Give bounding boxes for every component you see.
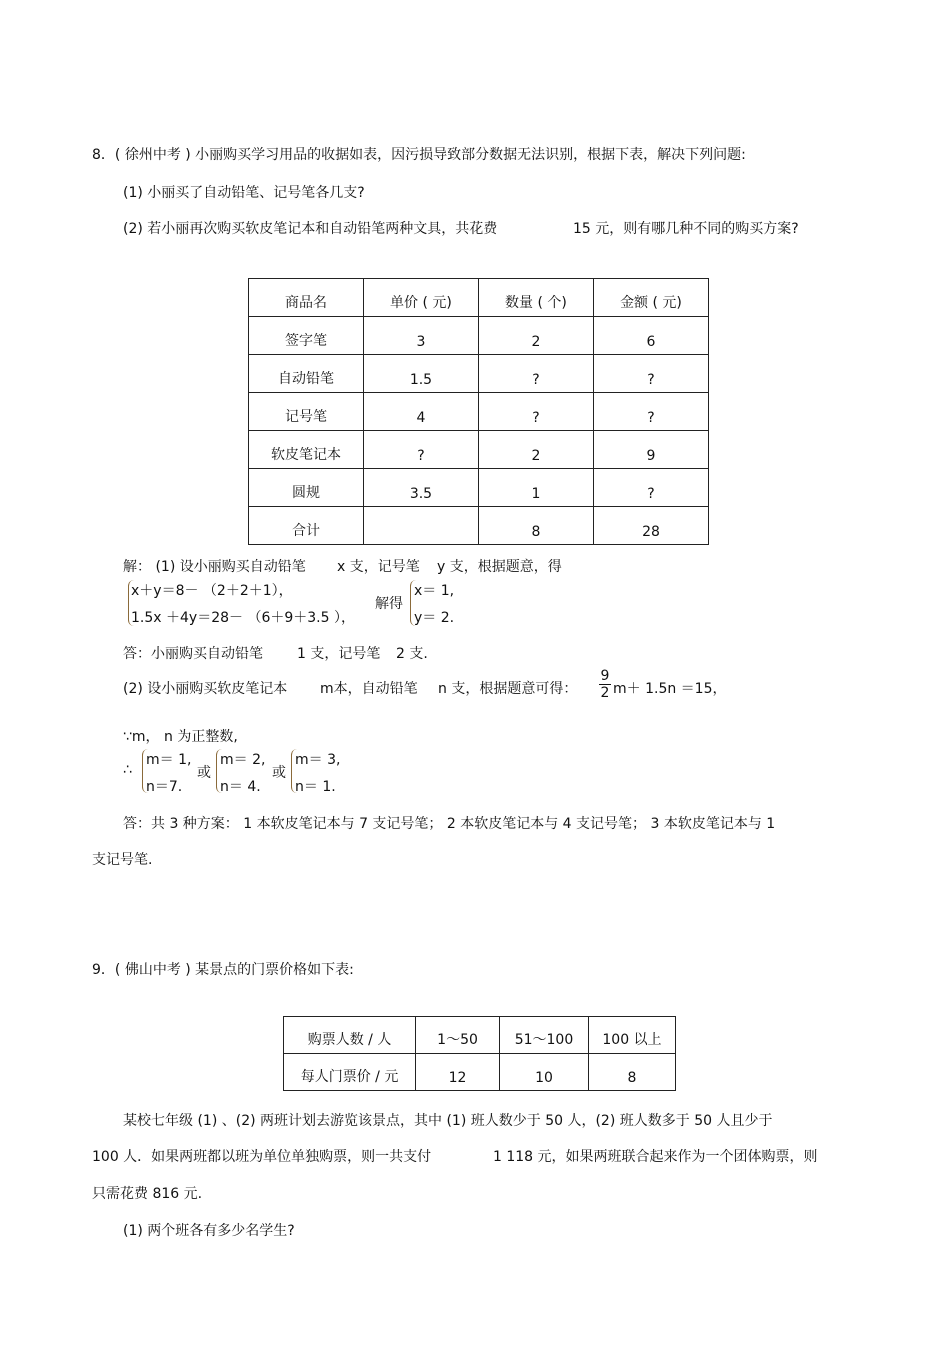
table-header-cell: 购票人数 / 人	[284, 1017, 416, 1054]
sol2-equation: m＋ 1.5n ＝15，	[613, 681, 727, 697]
sol1-intro-c: y 支，根据题意，得	[437, 559, 562, 575]
case3-m: m＝ 3,	[295, 752, 341, 768]
q9-para2-a: 100 人．如果两班都以班为单位单独购票，则一共支付	[92, 1149, 432, 1165]
table-cell: 12	[416, 1054, 500, 1091]
fraction-nine-halves	[599, 668, 611, 701]
because-line: ∵m， n 为正整数,	[123, 729, 238, 745]
table-row	[249, 393, 709, 431]
case3-n: n＝ 1.	[295, 779, 336, 795]
table-cell: 圆规	[249, 469, 364, 507]
result-y: y＝ 2.	[414, 610, 455, 626]
receipt-table-header	[249, 279, 709, 317]
table-row	[249, 431, 709, 469]
table-cell: 8	[588, 1054, 675, 1091]
ans2-line1: 答：共 3 种方案： 1 本软皮笔记本与 7 支记号笔； 2 本软皮笔记本与 4 支记号笔； 3 本软皮笔记本与 1	[123, 816, 776, 832]
table-header-cell: 金额 ( 元)	[593, 279, 708, 317]
table-cell: 3.5	[363, 469, 478, 507]
table-cell: 每人门票价 / 元	[284, 1054, 416, 1091]
table-cell: 1.5	[363, 355, 478, 393]
table-cell: 合计	[249, 507, 364, 545]
result-x: x＝ 1,	[414, 583, 455, 599]
table-cell: ?	[478, 393, 593, 431]
case2-m: m＝ 2,	[220, 752, 266, 768]
q9-para3: 只需花费 816 元.	[92, 1186, 203, 1202]
q9-para2-b: 1 118 元，如果两班联合起来作为一个团体购票，则	[493, 1149, 818, 1165]
table-row	[249, 355, 709, 393]
q8-sub1: (1) 小丽买了自动铅笔、记号笔各几支?	[123, 185, 365, 201]
table-cell: ?	[593, 393, 708, 431]
table-cell: 28	[593, 507, 708, 545]
receipt-table	[248, 278, 709, 545]
table-row	[249, 469, 709, 507]
or-1: 或	[197, 765, 211, 781]
q8-sub2-a: (2) 若小丽再次购买软皮笔记本和自动铅笔两种文具，共花费	[123, 221, 498, 237]
table-cell: 4	[363, 393, 478, 431]
equation-1: x＋y＝8－ （2＋2＋1），	[131, 583, 293, 599]
table-cell: ?	[363, 431, 478, 469]
table-cell: 软皮笔记本	[249, 431, 364, 469]
sol1-intro-b: x 支，记号笔	[337, 559, 420, 575]
table-row	[249, 507, 709, 545]
fraction-denominator: 2	[600, 685, 610, 701]
sol2-c: n 支，根据题意可得：	[438, 681, 578, 697]
ans2-line2: 支记号笔.	[92, 852, 153, 868]
q8-title: 8．( 徐州中考 ) 小丽购买学习用品的收据如表，因污损导致部分数据无法识别，根据下表，解决下列问题:	[92, 147, 746, 163]
table-cell: 8	[478, 507, 593, 545]
q8-sub2-b: 15 元，则有哪几种不同的购买方案?	[573, 221, 799, 237]
or-2: 或	[272, 765, 286, 781]
table-cell: 6	[593, 317, 708, 355]
ans1-a: 答：小丽购买自动铅笔	[123, 646, 263, 662]
table-cell	[363, 507, 478, 545]
table-cell: 2	[478, 317, 593, 355]
equation-2: 1.5x ＋4y＝28－ （6＋9＋3.5 ），	[131, 610, 355, 626]
table-header-cell: 100 以上	[588, 1017, 675, 1054]
table-header-cell: 51～100	[499, 1017, 588, 1054]
table-cell: 9	[593, 431, 708, 469]
table-cell: 签字笔	[249, 317, 364, 355]
table-cell: 3	[363, 317, 478, 355]
table-cell: ?	[478, 355, 593, 393]
solve-label: 解得	[375, 596, 403, 612]
sol2-a: (2) 设小丽购买软皮笔记本	[123, 681, 288, 697]
q9-para1: 某校七年级 (1) 、(2) 两班计划去游览该景点，其中 (1) 班人数少于 50 人，(2) 班人数多于 50 人且少于	[123, 1113, 773, 1129]
therefore-symbol: ∴	[123, 762, 132, 778]
table-header-cell: 1～50	[416, 1017, 500, 1054]
q9-sub1: (1) 两个班各有多少名学生?	[123, 1223, 295, 1239]
table-header-cell: 商品名	[249, 279, 364, 317]
table-header-cell: 单价 ( 元)	[363, 279, 478, 317]
case1-m: m＝ 1,	[146, 752, 192, 768]
table-cell: ?	[593, 469, 708, 507]
table-cell: ?	[593, 355, 708, 393]
table-cell: 10	[499, 1054, 588, 1091]
sol2-b: m本，自动铅笔	[320, 681, 418, 697]
table-cell: 1	[478, 469, 593, 507]
table-cell: 自动铅笔	[249, 355, 364, 393]
sol1-intro-a: 解： (1) 设小丽购买自动铅笔	[123, 559, 306, 575]
ans1-c: 2 支.	[396, 646, 428, 662]
table-cell: 记号笔	[249, 393, 364, 431]
table-row	[284, 1054, 676, 1091]
ticket-table-header	[284, 1017, 676, 1054]
case1-n: n＝7.	[146, 779, 183, 795]
table-row	[249, 317, 709, 355]
table-cell: 2	[478, 431, 593, 469]
fraction-numerator: 9	[600, 668, 610, 684]
ans1-b: 1 支，记号笔	[297, 646, 381, 662]
case2-n: n＝ 4.	[220, 779, 261, 795]
q9-title: 9．( 佛山中考 ) 某景点的门票价格如下表:	[92, 962, 354, 978]
ticket-price-table	[283, 1016, 676, 1091]
table-header-cell: 数量 ( 个)	[478, 279, 593, 317]
